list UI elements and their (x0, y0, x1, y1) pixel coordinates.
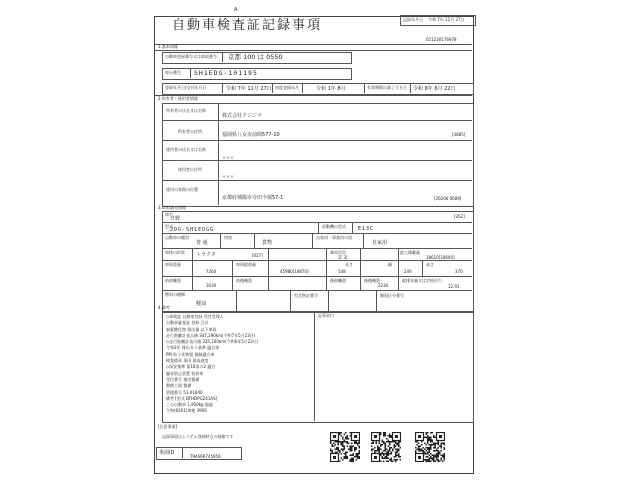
note-line: 管理番号 51-01840 (166, 389, 203, 395)
front-label: 前前軸重 (165, 278, 181, 283)
rule (268, 248, 269, 290)
owner-code: [3885] (452, 132, 466, 137)
rule (192, 248, 193, 290)
displacement-value: 12.91 (448, 284, 460, 289)
vehicle-id-label: 車両ID (159, 450, 175, 456)
rule (363, 233, 364, 248)
info-text: 記録事項はシステム登録時点の情報です (162, 434, 234, 439)
notes-right-heading: 記事余白 (318, 313, 334, 318)
first-date-label: 初度登録年月 (275, 85, 299, 90)
section1-top-line (154, 44, 472, 45)
rule (410, 83, 411, 93)
rule (360, 248, 361, 290)
issue-date-label: 記録年月日 (403, 17, 423, 22)
base-label: 使用の本拠の位置 (166, 187, 198, 192)
section2-heading: 2.所有者・使用者情報 (158, 96, 198, 101)
section4-heading: 4.備考 (158, 305, 170, 310)
gross-label: 車両総重量 (236, 262, 256, 267)
owner-name-value: 株式会社クジジマ (222, 113, 262, 119)
rule (154, 50, 472, 51)
rear-rear-label: 後後軸重 (364, 278, 380, 283)
rule (312, 233, 313, 248)
reg-label: 自動車登録番号又は車両番号 (165, 54, 217, 59)
notes-list (166, 314, 312, 415)
rule (162, 222, 472, 223)
rule (162, 260, 472, 261)
section1-heading: 1.基本情報 (158, 44, 178, 49)
gross-value: 45980[18870] (280, 269, 309, 274)
expiry-label: 有効期間の満了する日 (367, 85, 407, 90)
note-line: PM 粒子状物質 規制適合車 (166, 351, 215, 357)
section2-top-line (154, 95, 472, 96)
first-reg-label: 登録年月日/交付年月日 (165, 85, 207, 90)
shape-code: [027] (252, 253, 263, 258)
note-line: 騒音防止装置 装着車 (166, 370, 204, 376)
owner-block (162, 103, 474, 207)
note-line: この自動車 1,950kg 超過 (166, 402, 213, 408)
rule (236, 290, 237, 311)
user-addr-value: ＊＊＊ (222, 174, 234, 179)
rule (162, 233, 472, 234)
issue-date-value: 令和 7年 11月 27日 (428, 17, 465, 22)
rule (376, 290, 377, 311)
rule (364, 83, 365, 93)
note-line: 整備工場 整備 (166, 383, 192, 389)
rear-rear-value: 2230 (378, 283, 389, 288)
user-name-label: 使用者の氏名又は名称 (166, 147, 206, 152)
qr-code-1 (330, 432, 360, 462)
note-line: ◇車検証 自動車登録 受付受理人 (166, 314, 224, 319)
rule (398, 248, 399, 290)
vehicle-id-value: T9466R745956 (190, 454, 221, 459)
rule (352, 222, 353, 233)
fuel-value: 軽油 (196, 301, 207, 307)
width-value: 249 (404, 269, 412, 274)
rule (162, 248, 472, 249)
chassis-label: 車台番号 (165, 70, 181, 75)
rule (314, 311, 315, 421)
rule (328, 290, 329, 311)
rule (272, 83, 273, 93)
capacity-value: 2[ 3] (338, 255, 348, 260)
rule (162, 160, 472, 161)
rule (218, 103, 219, 205)
note-line: 備考 [型式 BFHDPG241AS] (166, 395, 218, 401)
width-label: 幅 (388, 262, 392, 267)
type-label: 自動車の種別 (165, 235, 189, 240)
rule (162, 276, 472, 277)
owner-name-label: 所有者の氏名又は名称 (166, 108, 206, 113)
maker-label: 車名 (165, 212, 173, 217)
document-title: 自動車検査証記録事項 (172, 18, 323, 33)
engine-value: E13C (358, 226, 375, 232)
info-heading: [注意事項] (158, 424, 178, 429)
owner-addr-label: 所有者の住所 (178, 129, 202, 134)
first-reg-value: 令和 7年 11月 27日 (226, 86, 272, 92)
chassis-value: SH1EDG-101195 (194, 69, 258, 77)
owner-addr-value: 福岡県八女市前間577-10 (222, 132, 280, 138)
rule (222, 83, 223, 93)
rule (162, 120, 472, 121)
rule (290, 290, 291, 311)
use-value: 貨物 (262, 240, 273, 246)
note-line: ◇保安基準 第18条の2 適合 (166, 364, 216, 370)
user-addr-label: 使用者の住所 (178, 167, 202, 172)
shape-value: トラクタ (196, 252, 216, 258)
max-load-value: 38610[18600] (426, 255, 455, 260)
length-label: 長さ (345, 262, 353, 267)
front-value: 3030 (206, 283, 217, 288)
base-value: 京都府城陽市寺田今堀57-1 (222, 195, 284, 201)
section3-heading: 3.車両諸元情報 (158, 205, 186, 210)
fuel-label: 燃料の種類 (165, 292, 185, 297)
note-line: 令和(9201)車検 3906 (166, 408, 207, 414)
weight-label: 車両重量 (165, 262, 181, 267)
rule (182, 447, 183, 458)
rule (220, 233, 221, 248)
front-rear-label: 前後軸重 (236, 278, 252, 283)
note-line: 受付番号 指定整備 (166, 376, 200, 382)
rule (162, 290, 472, 291)
note-line: 走行距離計表示値 347,290km(令和7年5月23日) (166, 332, 256, 338)
shape-label: 車体の形状 (165, 250, 185, 255)
note-line: ◇走行距離計表示値 335,100km(令和6年5月23日) (166, 339, 259, 345)
displacement-label: 総排気量又は定格出力 (402, 278, 442, 283)
height-value: 370 (455, 269, 463, 274)
private-value: 自家用 (372, 240, 388, 246)
first-date-value: 令和 1年 8月 (316, 86, 346, 92)
rule (422, 260, 423, 276)
length-value: 548 (338, 269, 346, 274)
note-line: 窒素酸化物 排出量 以下車両 (166, 326, 217, 332)
expiry-value: 令和 8年 6月 22日 (413, 86, 456, 92)
engine-label: 原動機の型式 (322, 224, 346, 229)
type-value: 普 通 (196, 240, 208, 246)
rule (302, 83, 303, 93)
rear-front-label: 後前軸重 (330, 278, 346, 283)
model-no-label: 型式指定番号 (294, 293, 318, 298)
maker-code: [262] (454, 214, 465, 219)
rule (326, 248, 327, 290)
note-line: 検査標章 事由 最高速度 (166, 358, 209, 364)
private-label: 自家用・事業用の別 (316, 235, 352, 240)
maker-value: 日野 (170, 216, 181, 222)
model-value: 2DG-SH1EDGG (170, 227, 215, 233)
class-no-label: 類別区分番号 (380, 293, 404, 298)
rule (222, 52, 223, 62)
corner-mark: A (234, 7, 238, 13)
rule (162, 140, 472, 141)
base-code: [26206 0689] (434, 196, 462, 201)
weight-value: 7260 (206, 269, 217, 274)
max-load-label: 最大積載量 (400, 250, 420, 255)
rule (254, 233, 255, 248)
model-label: 型式 (165, 224, 173, 229)
note-line: 自動車審査証 登録 合計 (166, 320, 209, 326)
rule (190, 68, 191, 78)
capacity-label: 乗車定員 (330, 250, 346, 255)
serial-number: 021230176978 (426, 37, 457, 42)
rule (162, 180, 472, 181)
qr-code-2 (371, 432, 401, 462)
rule (232, 260, 233, 290)
note-line: 令和2年 排出ガス基準 適合車 (166, 345, 220, 351)
qr-code-3 (415, 432, 445, 462)
reg-value: 京都 100 は 0550 (228, 53, 283, 61)
rule (318, 222, 319, 233)
user-name-value: ＊＊＊ (222, 155, 234, 160)
use-label: 用途 (224, 235, 232, 240)
height-label: 高さ (426, 262, 434, 267)
